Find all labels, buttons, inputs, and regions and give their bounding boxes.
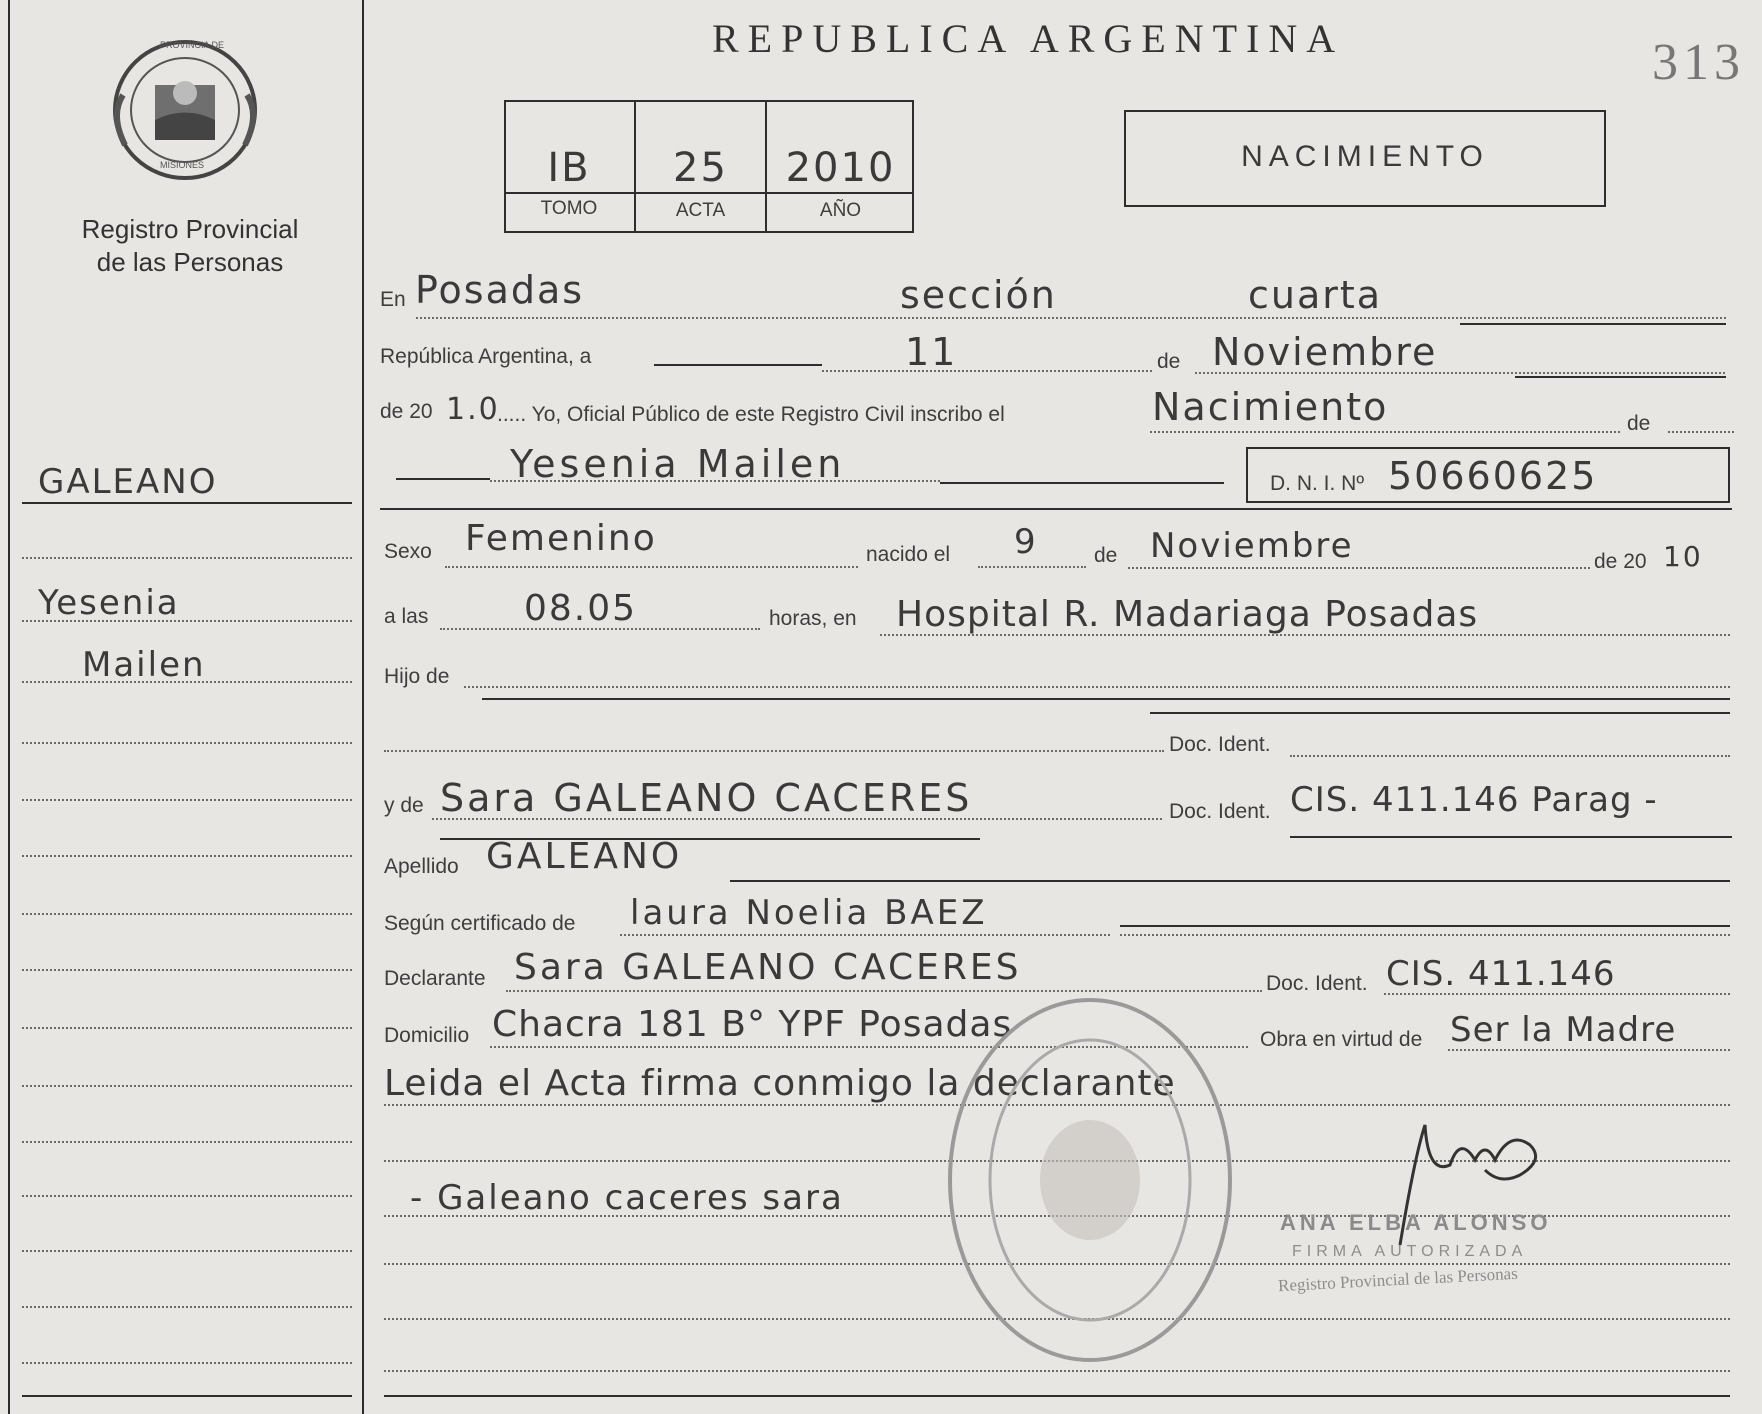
margin-given-name-1: Yesenia [38,583,180,623]
obra-label: Obra en virtud de [1260,1028,1423,1051]
form-dotted-line [822,370,1152,372]
margin-given-name-2: Mailen [82,645,206,685]
form-dotted-line [384,750,1164,752]
official-round-seal-icon [940,990,1240,1370]
domicilio-label: Domicilio [384,1024,470,1047]
anio-value: 2010 [785,145,896,191]
form-dotted-line [620,934,1110,936]
mother-doc-value: CIS. 411.146 Parag - [1290,780,1658,820]
en-label: En [380,288,406,311]
form-underline [654,364,822,366]
declarant-signature-value: - Galeano caceres sara [410,1178,844,1218]
day-value: 11 [905,330,958,374]
seal-top-text: PROVINCIA DE [160,40,225,50]
year-prefix-label: de 20 [380,400,433,423]
nacido-label: nacido el [866,543,951,566]
form-bottom-line [384,1395,1730,1397]
margin-dotted-line [22,1195,352,1197]
form-dotted-line [490,480,940,482]
margin-surname-line [22,502,352,504]
margin-surname: GALEANO [38,462,218,502]
margin-dotted-line [22,913,352,915]
form-dotted-line [440,628,760,630]
closing-statement-value: Leida el Acta firma conmigo la declarante [384,1063,1176,1104]
declarante-label: Declarante [384,967,486,990]
de-label-3: de [1094,544,1118,567]
dni-label: D. N. I. Nº [1270,472,1365,495]
margin-dotted-line [22,799,352,801]
de-label-2: de [1627,412,1651,435]
form-dotted-line [464,686,1730,688]
form-dotted-line [1290,755,1730,757]
page-number: 313 [1652,34,1745,91]
margin-dotted-line [22,1085,352,1087]
form-underline [1460,323,1726,325]
registry-name-line2: de las Personas [96,247,284,277]
form-underline [396,478,490,480]
tomo-label: TOMO [540,198,598,219]
form-underline [1120,925,1730,927]
margin-dotted-line [22,969,352,971]
margin-dotted-line [22,1027,352,1029]
form-underline [1290,836,1732,838]
hijo-de-label: Hijo de [384,665,450,688]
year-suffix-value: 1.0 [446,392,500,427]
birth-place-value: Hospital R. Madariaga Posadas [896,594,1479,635]
apellido-label: Apellido [384,855,459,878]
certifier-value: laura Noelia BAEZ [630,893,988,933]
declarante-value: Sara GALEANO CACERES [514,947,1022,988]
sexo-label: Sexo [384,540,432,563]
record-id-divider [504,192,914,194]
form-dotted-line [384,1370,1730,1372]
declarante-doc-value: CIS. 411.146 [1386,954,1616,994]
margin-dotted-line [22,855,352,857]
margin-bottom-line [22,1395,352,1397]
inscribe-value: Nacimiento [1152,385,1389,429]
alas-label: a las [384,605,429,628]
form-section-line [380,508,1732,510]
oficial-text: ..... Yo, Oficial Público de este Registro Civil inscribo el [497,403,1005,426]
anio-label: AÑO [819,200,862,221]
mother-doc-label: Doc. Ident. [1169,800,1271,823]
section-word-value: sección [900,273,1057,317]
acta-value: 25 [673,145,728,191]
margin-dotted-line [22,557,352,559]
birth-year-label: de 20 [1594,550,1647,573]
margin-dotted-line [22,681,352,683]
sexo-value: Femenino [465,518,657,559]
form-dotted-line [1195,372,1725,374]
margin-dotted-line [22,1306,352,1308]
section-number-value: cuarta [1248,273,1383,317]
column-divider-line [362,0,364,1414]
form-underline [1150,712,1730,714]
child-name-value: Yesenia Mailen [510,442,846,486]
month-value: Noviembre [1212,330,1438,374]
form-dotted-line [1384,993,1730,995]
segun-label: Según certificado de [384,912,576,935]
seal-bottom-text: MISIONES [160,160,205,170]
form-dotted-line [1668,431,1734,433]
father-doc-label: Doc. Ident. [1169,733,1271,756]
obra-value: Ser la Madre [1450,1010,1677,1050]
horas-label: horas, en [769,607,857,630]
apellido-value: GALEANO [486,836,683,877]
form-underline [1515,376,1726,378]
mother-name-value: Sara GALEANO CACERES [440,776,973,820]
form-dotted-line [432,818,1162,820]
form-dotted-line [880,634,1730,636]
birth-day-value: 9 [1014,522,1038,562]
form-underline [940,482,1224,484]
y-de-label: y de [384,794,424,817]
margin-dotted-line [22,1141,352,1143]
margin-dotted-line [22,742,352,744]
official-name: ANA ELBA ALONSO [1280,1210,1552,1235]
birth-year-value: 10 [1663,540,1703,573]
acta-label: ACTA [675,200,726,221]
form-dotted-line [978,566,1086,568]
form-underline [482,698,1730,700]
margin-dotted-line [22,620,352,622]
form-dotted-line [1128,567,1590,569]
margin-dotted-line [22,1250,352,1252]
form-dotted-line [1150,431,1620,433]
country-title: REPUBLICA ARGENTINA [712,16,1345,61]
form-underline [730,880,1730,882]
form-dotted-line [1120,934,1730,936]
dni-value: 50660625 [1388,454,1598,498]
de-label: de [1157,350,1181,373]
margin-dotted-line [22,1362,352,1364]
city-value: Posadas [415,268,585,312]
form-dotted-line [445,566,858,568]
form-dotted-line [1448,1049,1730,1051]
left-border-line [8,0,10,1414]
tomo-value: IB [547,145,591,191]
time-value: 08.05 [524,588,638,629]
record-type-title: NACIMIENTO [1241,140,1489,173]
form-dotted-line [416,317,1726,319]
domicilio-value: Chacra 181 B° YPF Posadas [492,1004,1013,1045]
declarante-doc-label: Doc. Ident. [1266,972,1368,995]
official-office: Registro Provincial de las Personas [1277,1263,1519,1296]
republica-label: República Argentina, a [380,345,592,368]
registry-name-line1: Registro Provincial [81,214,299,244]
official-title: FIRMA AUTORIZADA [1292,1243,1528,1260]
birth-month-value: Noviembre [1150,526,1354,566]
